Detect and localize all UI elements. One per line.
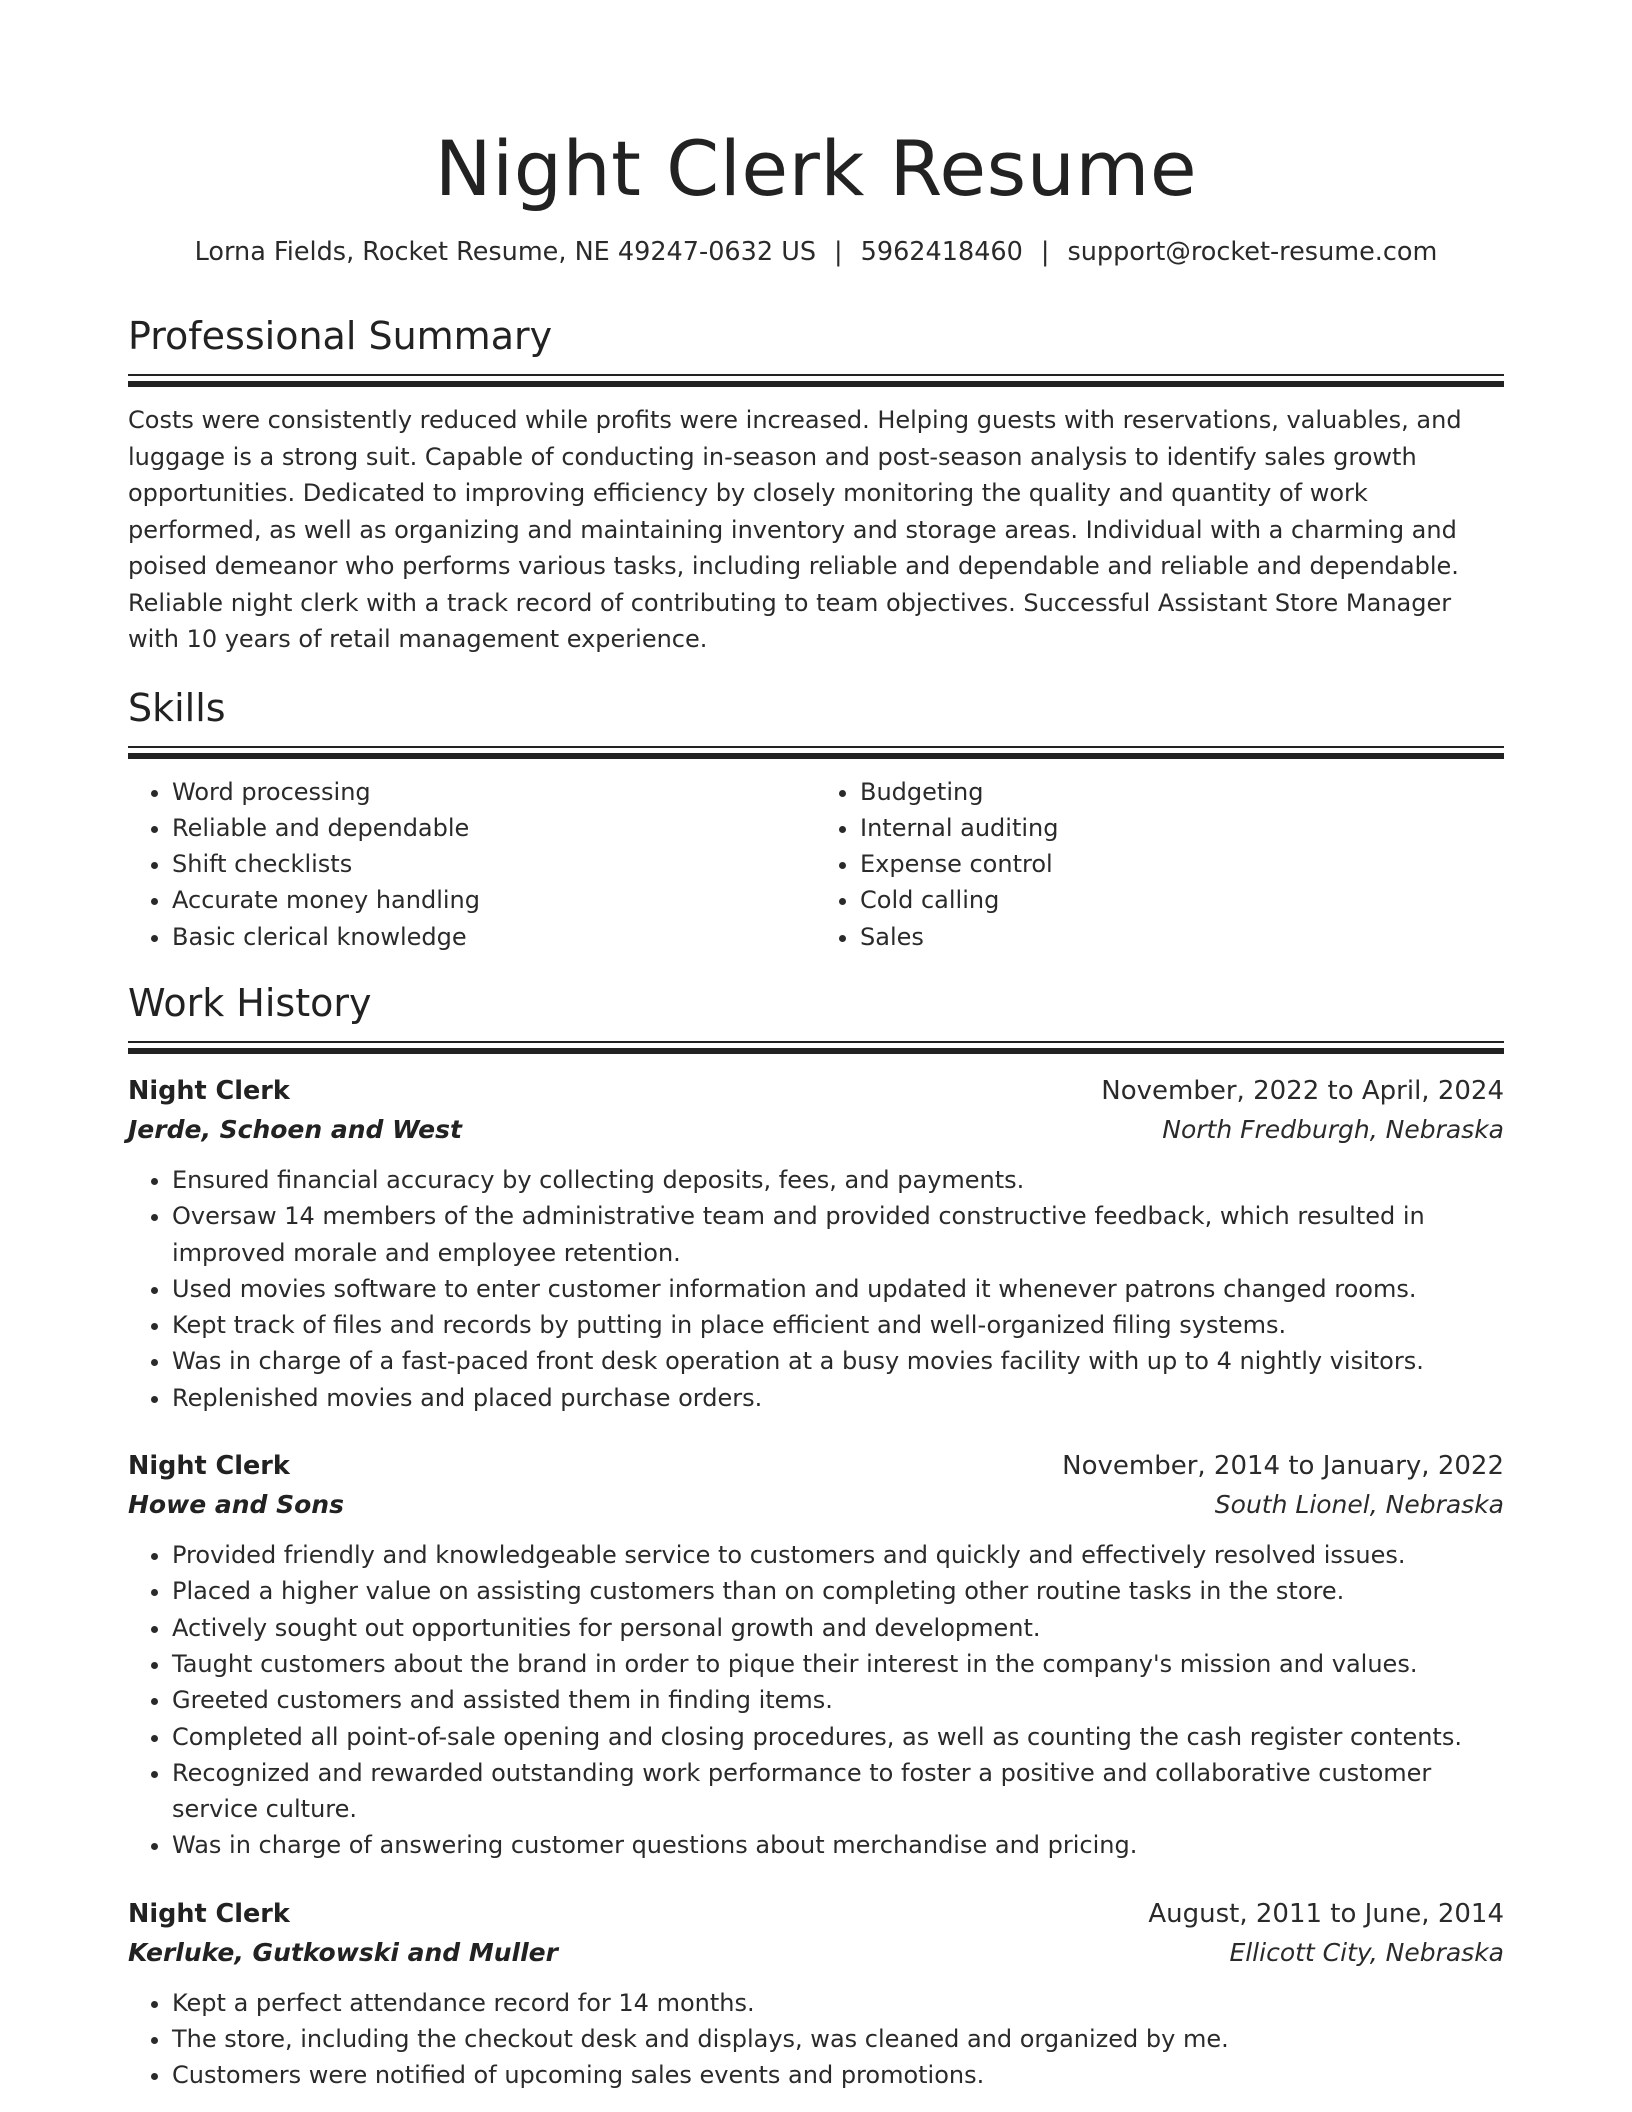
skills-list-left — [128, 774, 816, 955]
job-header — [128, 1894, 1504, 1934]
job-location: South Lionel, Nebraska — [1214, 1490, 1504, 1520]
job-duty: • Placed a higher value on assisting customers than on completing other routine tasks in the store. — [172, 1573, 1504, 1609]
job-duty: • Kept a perfect attendance record for 14 months. — [172, 1985, 1504, 2021]
job-entry — [128, 1894, 1504, 2094]
resume-page — [128, 0, 1504, 2094]
summary-section — [128, 312, 1504, 658]
job-company: Howe and Sons — [128, 1490, 344, 1520]
job-duty: • Was in charge of answering customer questions about merchandise and pricing. — [172, 1827, 1504, 1863]
job-duty: • Recognized and rewarded outstanding work performance to foster a positive and collaborative customer service culture. — [172, 1755, 1504, 1828]
job-duty: • Provided friendly and knowledgeable service to customers and quickly and effectively resolved issues. — [172, 1537, 1504, 1573]
job-dates: November, 2014 to January, 2022 — [1062, 1451, 1504, 1482]
job-entry — [128, 1446, 1504, 1864]
job-duty: • Actively sought out opportunities for personal growth and development. — [172, 1610, 1504, 1646]
job-duties — [128, 1985, 1504, 2094]
skills-heading: Skills — [128, 685, 226, 730]
job-header — [128, 1446, 1504, 1486]
summary-heading: Professional Summary — [128, 314, 553, 358]
skill-item: • Sales — [860, 919, 1504, 955]
work-history-section — [128, 979, 1504, 2094]
job-duty: • Oversaw 14 members of the administrative team and provided constructive feedback, which resulted in improved morale and employee retention. — [172, 1198, 1504, 1271]
job-header — [128, 1071, 1504, 1111]
skill-item: • Word processing — [172, 774, 816, 810]
job-duties — [128, 1162, 1504, 1416]
job-title: Night Clerk — [128, 1451, 290, 1482]
skill-item: • Accurate money handling — [172, 882, 816, 918]
page-title: Night Clerk Resume — [434, 124, 1198, 213]
skills-columns — [128, 774, 1504, 955]
job-duty: • Kept track of files and records by putting in place efficient and well-organized filing systems. — [172, 1307, 1504, 1343]
contact-email: support@rocket-resume.com — [1067, 237, 1438, 267]
section-divider — [128, 1041, 1504, 1055]
skills-section — [128, 684, 1504, 955]
job-dates: November, 2022 to April, 2024 — [1101, 1075, 1504, 1106]
job-location: North Fredburgh, Nebraska — [1162, 1114, 1504, 1144]
section-divider — [128, 374, 1504, 388]
job-subheader — [128, 1111, 1504, 1149]
job-duty: • Ensured financial accuracy by collecting deposits, fees, and payments. — [172, 1162, 1504, 1198]
skill-item: • Expense control — [860, 846, 1504, 882]
contact-phone: 5962418460 — [860, 237, 1023, 267]
skill-item: • Basic clerical knowledge — [172, 919, 816, 955]
skill-item: • Cold calling — [860, 882, 1504, 918]
job-company: Jerde, Schoen and West — [128, 1114, 462, 1144]
skill-item: • Internal auditing — [860, 810, 1504, 846]
contact-line — [128, 234, 1504, 270]
job-duty: • Customers were notified of upcoming sales events and promotions. — [172, 2057, 1504, 2093]
skill-item: • Shift checklists — [172, 846, 816, 882]
job-duty: • Was in charge of a fast-paced front desk operation at a busy movies facility with up to 4 nightly visitors. — [172, 1343, 1504, 1379]
contact-separator: | — [1040, 237, 1050, 267]
job-dates: August, 2011 to June, 2014 — [1148, 1898, 1504, 1929]
job-duty: • The store, including the checkout desk and displays, was cleaned and organized by me. — [172, 2021, 1504, 2057]
job-duty: • Greeted customers and assisted them in finding items. — [172, 1682, 1504, 1718]
skills-list-right — [816, 774, 1504, 955]
work-history-heading: Work History — [128, 980, 372, 1025]
skill-item: • Budgeting — [860, 774, 1504, 810]
job-duties — [128, 1537, 1504, 1864]
job-subheader — [128, 1486, 1504, 1524]
section-divider — [128, 746, 1504, 760]
job-entry — [128, 1071, 1504, 1416]
job-title: Night Clerk — [128, 1075, 290, 1106]
job-company: Kerluke, Gutkowski and Muller — [128, 1937, 558, 1967]
job-location: Ellicott City, Nebraska — [1229, 1937, 1504, 1967]
job-subheader — [128, 1934, 1504, 1972]
contact-address: Lorna Fields, Rocket Resume, NE 49247-0632 US — [194, 237, 817, 267]
job-duty: • Completed all point-of-sale opening and closing procedures, as well as counting the cash register contents. — [172, 1719, 1504, 1755]
job-title: Night Clerk — [128, 1898, 290, 1929]
skill-item: • Reliable and dependable — [172, 810, 816, 846]
job-duty: • Used movies software to enter customer information and updated it whenever patrons changed rooms. — [172, 1271, 1504, 1307]
contact-separator: | — [834, 237, 843, 267]
summary-text: Costs were consistently reduced while profits were increased. Helping guests with reservations, valuables, and luggage is a strong suit. Capable of conducting in-season and post-season analysis to identify sales growth opportunities. Dedicated to improving efficiency by closely monitoring the quality and quantity of work performed, as well as organizing and maintaining inventory and storage areas. Individual with a charming and poised demeanor who performs various tasks, including reliable and dependable and reliable and dependable. Reliable night clerk with a track record of contributing to team objectives. Successful Assistant Store Manager with 10 years of retail management experience. — [128, 406, 1462, 653]
job-duty: • Replenished movies and placed purchase orders. — [172, 1380, 1504, 1416]
job-duty: • Taught customers about the brand in order to pique their interest in the company's mission and values. — [172, 1646, 1504, 1682]
